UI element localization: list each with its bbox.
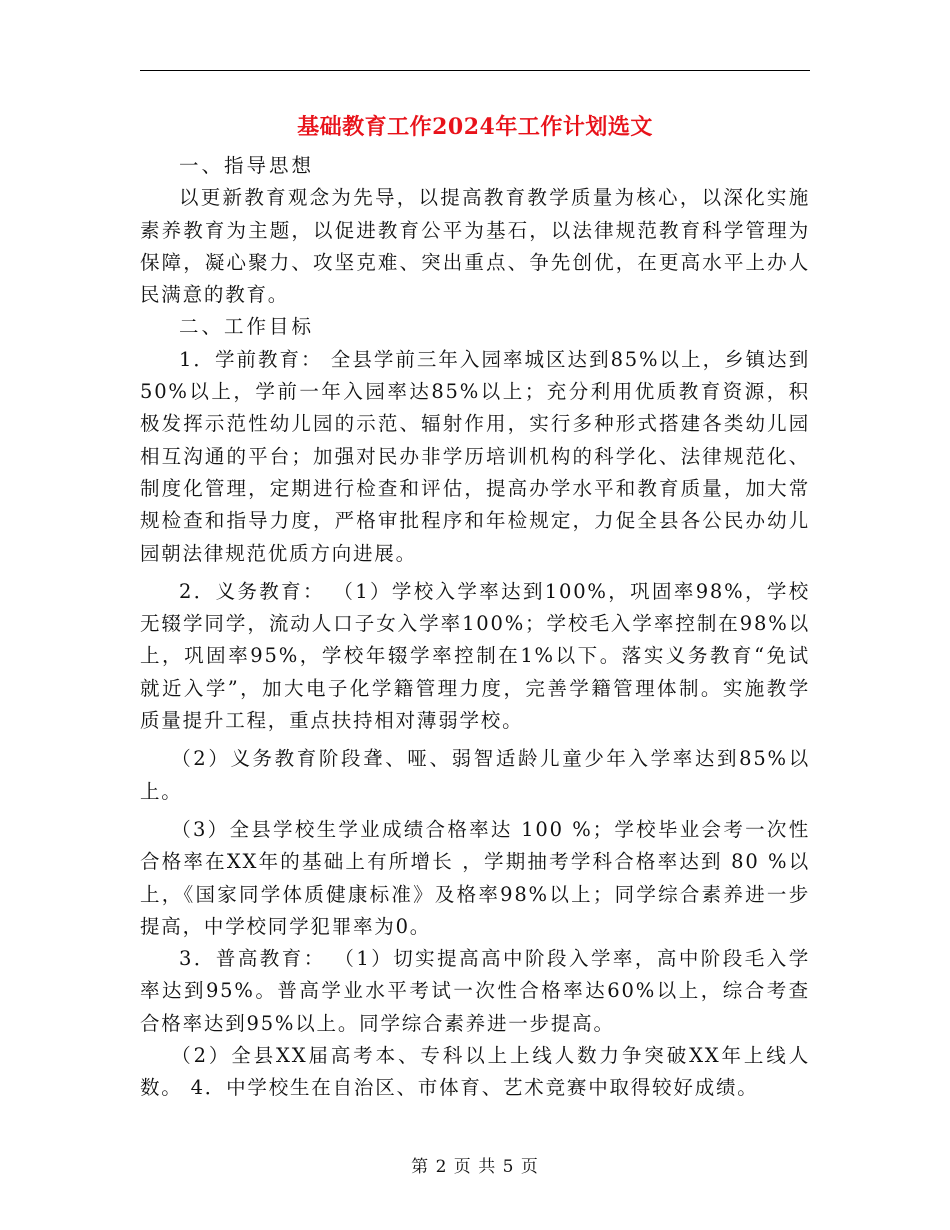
page-number-footer: 第 2 页 共 5 页 bbox=[411, 1157, 539, 1177]
paragraph-preschool-education: 1．学前教育： 全县学前三年入园率城区达到85%以上，乡镇达到50%以上，学前一年入园率达85%以上；充分利用优质教育资源，积极发挥示范性幼儿园的示范、辐射作用，实行多种形式搭建各类幼儿园相互沟通的平台；加强对民办非学历培训机构的科学化、法律规范化、制度化管理，定期进行检查和评估，提高办学水平和教育质量，加大常规检查和指导力度，严格审批程序和年检规定，力促全县各公民办幼儿园朝法律规范优质方向进展。 bbox=[140, 347, 810, 565]
paragraph-college-entrance: （2）全县XX届高考本、专科以上上线人数力争突破XX年上线人数。 4．中学校生在自治区、市体育、艺术竞赛中取得较好成绩。 bbox=[140, 1044, 810, 1100]
header-rule bbox=[140, 70, 810, 71]
paragraph-high-school-education: 3．普高教育： （1）切实提高高中阶段入学率，高中阶段毛入学率达到95%。普高学业水平考试一次性合格率达60%以上，综合考查合格率达到95%以上。同学综合素养进一步提高。 bbox=[140, 947, 810, 1035]
paragraph-compulsory-education: 2．义务教育： （1）学校入学率达到100%，巩固率98%，学校无辍学同学，流动人口子女入学率100%；学校毛入学率控制在98%以上，巩固率95%，学校年辍学率控制在1%以下。落实义务教育“免试就近入学”，加大电子化学籍管理力度，完善学籍管理体制。实施教学质量提升工程，重点扶持相对薄弱学校。 bbox=[140, 579, 810, 733]
section-heading-work-goals: 二、工作目标 bbox=[179, 315, 315, 339]
section-heading-guiding-ideology: 一、指导思想 bbox=[179, 154, 315, 177]
paragraph-compulsory-academic-pass-rate: （3）全县学校生学业成绩合格率达 100 %；学校毕业会考一次性合格率在XX年的基础上有所增长 ，学期抽考学科合格率达到 80 %以上，《国家同学体质健康标准》及格率98%以上；同学综合素养进一步提高，中学校同学犯罪率为0。 bbox=[140, 817, 810, 938]
document-body bbox=[140, 150, 810, 1105]
paragraph-guiding-ideology: 以更新教育观念为先导，以提高教育教学质量为核心，以深化实施素养教育为主题，以促进教育公平为基石，以法律规范教育科学管理为保障，凝心聚力、攻坚克难、突出重点、争先创优，在更高水平上办人民满意的教育。 bbox=[140, 186, 810, 307]
document-title: 基础教育工作2024年工作计划选文 bbox=[297, 114, 653, 140]
paragraph-compulsory-special-needs: （2）义务教育阶段聋、哑、弱智适龄儿童少年入学率达到85%以上。 bbox=[140, 747, 810, 803]
